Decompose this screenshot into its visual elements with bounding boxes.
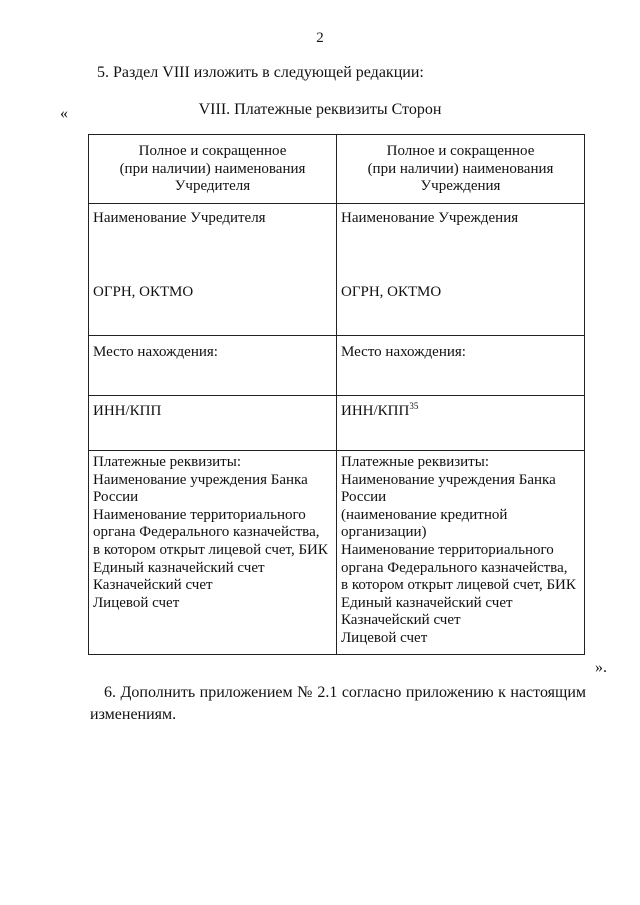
payment-line: Лицевой счет <box>341 629 428 646</box>
opening-quote: « <box>60 105 68 122</box>
institution-name-label: Наименование Учреждения <box>341 210 519 226</box>
institution-ogrn-label: ОГРН, ОКТМО <box>341 283 442 300</box>
closing-quote: ». <box>595 659 607 676</box>
founder-ogrn-label: ОГРН, ОКТМО <box>93 283 194 300</box>
payment-line: органа Федерального казначейства, <box>341 559 568 576</box>
header-line: (при наличии) наименования <box>119 160 306 177</box>
table-row-names <box>89 204 585 336</box>
founder-payment-cell <box>89 451 337 655</box>
founder-inn-cell <box>89 396 337 451</box>
institution-payment-cell <box>337 451 585 655</box>
payment-line: в котором открыт лицевой счет, БИК <box>341 577 576 594</box>
table-row-payment <box>89 451 585 655</box>
founder-address-label: Место нахождения: <box>93 344 218 360</box>
page-number: 2 <box>316 30 324 46</box>
institution-inn-label: ИНН/КПП <box>341 403 410 419</box>
founder-name-label: Наименование Учредителя <box>93 210 266 226</box>
paragraph-5: 5. Раздел VIII изложить в следующей редакции: <box>97 64 424 81</box>
payment-line: (наименование кредитной <box>341 506 508 523</box>
header-line: (при наличии) наименования <box>367 160 554 177</box>
payment-line: Платежные реквизиты: <box>93 454 241 470</box>
header-institution <box>337 135 585 204</box>
payment-line: Наименование территориального <box>93 506 306 523</box>
table-row-inn <box>89 396 585 451</box>
header-line: Полное и сокращенное <box>386 143 535 159</box>
founder-inn-label: ИНН/КПП <box>93 403 162 419</box>
payment-line: Наименование учреждения Банка <box>93 471 308 488</box>
institution-address-cell <box>337 336 585 396</box>
founder-name-cell <box>89 204 337 336</box>
payment-line: России <box>341 489 387 506</box>
payment-requisites-table <box>88 134 585 655</box>
payment-line: в котором открыт лицевой счет, БИК <box>93 541 328 558</box>
section-title: VIII. Платежные реквизиты Сторон <box>198 101 442 118</box>
table-header-row <box>89 135 585 204</box>
payment-line: Наименование учреждения Банка <box>341 471 556 488</box>
payment-line: Казначейский счет <box>341 612 461 629</box>
footnote-marker: 35 <box>409 401 419 411</box>
payment-line: Лицевой счет <box>93 594 180 611</box>
payment-line: Наименование территориального <box>341 541 554 558</box>
table-row-address <box>89 336 585 396</box>
payment-line: Платежные реквизиты: <box>341 454 489 470</box>
paragraph-6: 6. Дополнить приложением № 2.1 согласно приложению к настоящим изменениям. <box>90 684 586 723</box>
header-founder <box>89 135 337 204</box>
institution-name-cell <box>337 204 585 336</box>
institution-inn-cell <box>337 396 585 451</box>
founder-address-cell <box>89 336 337 396</box>
header-line: Учредителя <box>174 178 251 195</box>
institution-address-label: Место нахождения: <box>341 344 466 360</box>
payment-line: органа Федерального казначейства, <box>93 524 320 541</box>
header-line: Учреждения <box>420 178 501 195</box>
payment-line: Казначейский счет <box>93 577 213 594</box>
payment-line: Единый казначейский счет <box>341 594 513 611</box>
payment-line: организации) <box>341 524 427 541</box>
payment-line: России <box>93 489 139 506</box>
payment-line: Единый казначейский счет <box>93 559 265 576</box>
header-line: Полное и сокращенное <box>138 143 287 159</box>
